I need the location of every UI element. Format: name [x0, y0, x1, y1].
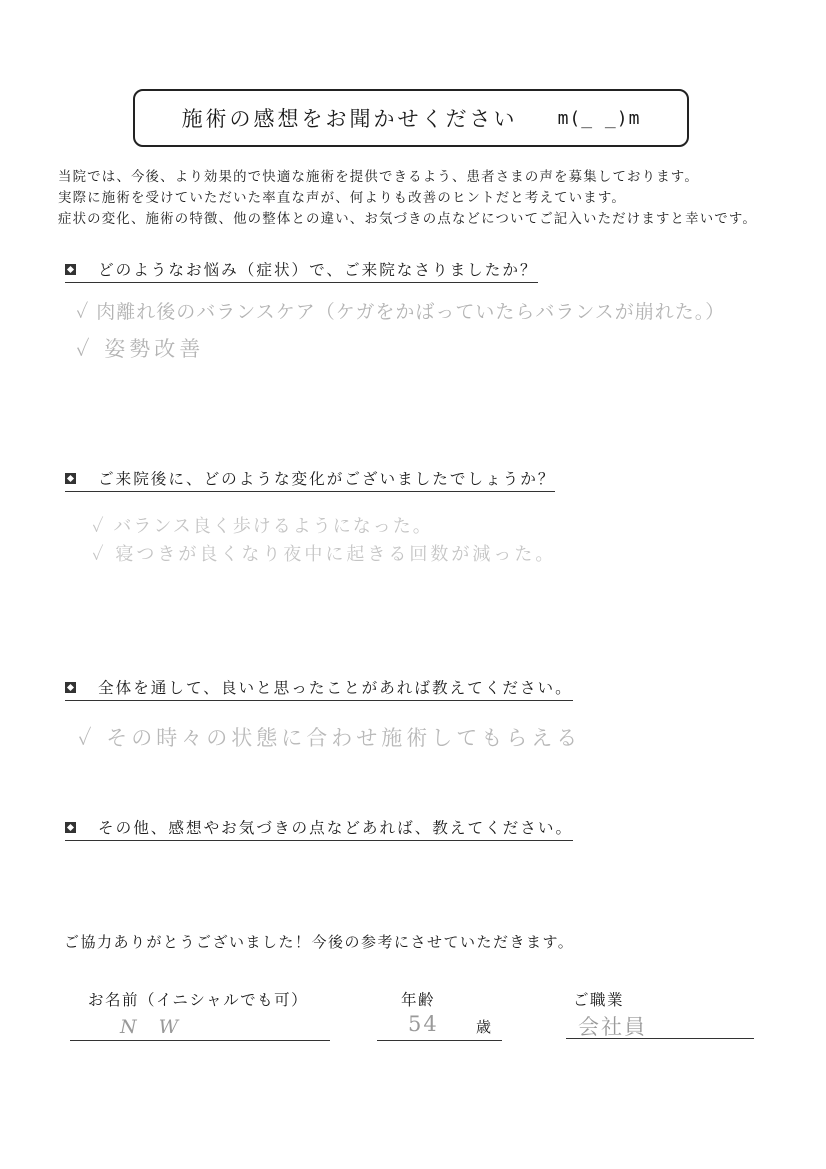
name-label: お名前（イニシャルでも可） [88, 991, 309, 1009]
question-bullet-icon [65, 473, 76, 484]
age-underline [377, 1040, 502, 1041]
job-underline [566, 1038, 754, 1039]
question-3-label: 全体を通して、良いと思ったことがあれば教えてください。 [98, 679, 573, 697]
answer-3-line-1: ✓ その時々の状態に合わせ施術してもらえる [78, 726, 582, 750]
age-label: 年齢 [401, 991, 436, 1009]
question-4 [65, 816, 573, 841]
title-box [133, 89, 689, 147]
answer-2-line-1: ✓ バランス良く歩けるようになった。 [92, 516, 433, 537]
name-value: N W [120, 1016, 187, 1038]
answer-1-line-1: ✓ 肉離れ後のバランスケア（ケガをかばっていたらバランスが崩れた。） [76, 301, 726, 323]
title-emoticon: m(_ _)m [557, 107, 641, 129]
question-1 [65, 258, 538, 283]
answer-2-line-2: ✓ 寝つきが良くなり夜中に起きる回数が減った。 [92, 544, 557, 565]
question-bullet-icon [65, 264, 76, 275]
intro-text [58, 167, 798, 230]
name-underline [70, 1040, 330, 1041]
intro-line: 実際に施術を受けていただいた率直な声が、何よりも改善のヒントだと考えています。 [58, 191, 626, 206]
question-3 [65, 676, 573, 701]
job-value: 会社員 [578, 1015, 647, 1039]
age-unit: 歳 [476, 1018, 492, 1036]
question-1-label: どのようなお悩み（症状）で、ご来院なさりましたか？ [98, 261, 538, 279]
question-4-label: その他、感想やお気づきの点などあれば、教えてください。 [98, 819, 574, 837]
question-2-label: ご来院後に、どのような変化がございましたでしょうか？ [98, 470, 556, 488]
question-bullet-icon [65, 682, 76, 693]
page-title: 施術の感想をお聞かせください [181, 107, 518, 131]
answer-1-line-2: ✓ 姿勢改善 [76, 337, 205, 361]
thanks-message: ご協力ありがとうございました！今後の参考にさせていただきます。 [64, 933, 575, 951]
question-2 [65, 467, 555, 492]
intro-line: 症状の変化、施術の特徴、他の整体との違い、お気づきの点などについてご記入いただけますと幸いです。 [58, 212, 758, 227]
job-label: ご職業 [573, 991, 625, 1009]
question-bullet-icon [65, 822, 76, 833]
age-value: 54 [408, 1012, 439, 1036]
intro-line: 当院では、今後、より効果的で快適な施術を提供できるよう、患者さまの声を募集しております。 [58, 170, 699, 185]
